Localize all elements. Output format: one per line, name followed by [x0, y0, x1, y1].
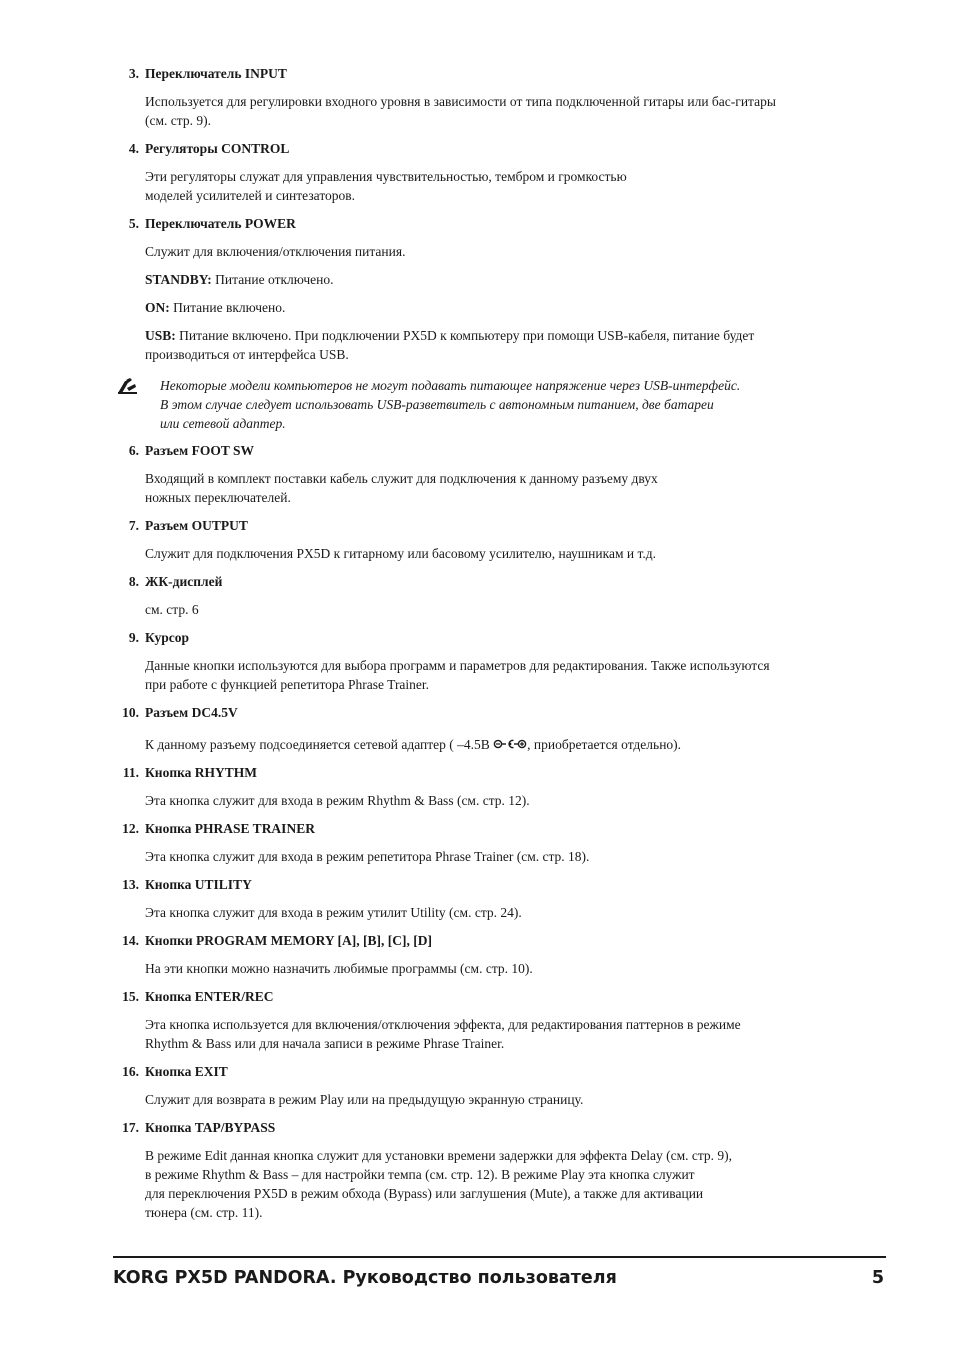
section-text: Служит для возврата в режим Play или на предыдущую экранную страницу.: [145, 1092, 584, 1107]
section-title: Регуляторы CONTROL: [145, 141, 290, 156]
text-line: Эти регуляторы служат для управления чувствительностью, тембром и громкостью: [145, 169, 627, 184]
section-text: [145, 1146, 873, 1222]
section-control-knobs: [113, 139, 873, 205]
section-program-memory: [113, 931, 873, 978]
section-tap-bypass: [113, 1118, 873, 1222]
page-content: [113, 64, 873, 1231]
section-text: [145, 656, 873, 694]
on-line: [145, 298, 873, 317]
section-heading: [113, 64, 873, 83]
text-line: Данные кнопки используются для выбора программ и параметров для редактирования. Также используются: [145, 658, 770, 673]
usb-label: USB:: [145, 328, 176, 343]
section-text: Эта кнопка служит для входа в режим утилит Utility (см. стр. 24).: [145, 905, 522, 920]
section-foot-sw: [113, 441, 873, 507]
section-heading: [113, 139, 873, 158]
section-number: 11.: [122, 765, 139, 780]
section-heading: [113, 819, 873, 838]
section-number: 5.: [128, 216, 139, 231]
text-line: в режиме Rhythm & Bass – для настройки темпа (см. стр. 12). В режиме Play эта кнопка служит: [145, 1167, 695, 1182]
text-line: при работе с функцией репетитора Phrase Trainer.: [145, 677, 430, 692]
section-heading: [113, 703, 873, 722]
section-heading: [113, 441, 873, 460]
text-line: Rhythm & Bass или для начала записи в режиме Phrase Trainer.: [145, 1036, 505, 1051]
section-heading: [113, 1062, 873, 1081]
section-number: 9.: [128, 630, 139, 645]
section-text: На эти кнопки можно назначить любимые программы (см. стр. 10).: [145, 961, 533, 976]
section-heading: [113, 214, 873, 233]
section-title: Кнопка PHRASE TRAINER: [145, 821, 315, 836]
section-heading: [113, 628, 873, 647]
section-title: Кнопка EXIT: [145, 1064, 228, 1079]
note-line: Некоторые модели компьютеров не могут подавать питающее напряжение через USB-интерфейс.: [160, 378, 741, 393]
section-title: Кнопка TAP/BYPASS: [145, 1120, 276, 1135]
section-text: Эта кнопка служит для входа в режим Rhythm & Bass (см. стр. 12).: [145, 793, 530, 808]
section-number: 14.: [122, 933, 139, 948]
section-heading: [113, 572, 873, 591]
usb-text: Питание включено. При подключении PX5D к компьютеру при помощи USB-кабеля, питание будет: [175, 328, 755, 343]
section-number: 15.: [122, 989, 139, 1004]
text-line: Используется для регулировки входного уровня в зависимости от типа подключенной гитары или бас-гитары: [145, 94, 776, 109]
section-number: 3.: [128, 66, 139, 81]
footer-title: KORG PX5D PANDORA. Руководство пользователя: [113, 1268, 617, 1288]
standby-label: STANDBY:: [145, 272, 212, 287]
usb-text-cont: производиться от интерфейса USB.: [145, 347, 349, 362]
section-text: [145, 735, 873, 754]
section-heading: [113, 763, 873, 782]
section-number: 13.: [122, 877, 139, 892]
section-title: Кнопка UTILITY: [145, 877, 252, 892]
section-text: [145, 1015, 873, 1053]
section-cursor: [113, 628, 873, 694]
section-number: 16.: [122, 1064, 139, 1079]
usb-power-note: [113, 376, 873, 433]
section-text: [145, 92, 873, 130]
footer-divider: [113, 1256, 886, 1258]
pencil-note-icon: [116, 378, 138, 394]
section-text: [145, 167, 873, 205]
section-text: см. стр. 6: [145, 602, 199, 617]
section-heading: [113, 1118, 873, 1137]
section-text: Служит для включения/отключения питания.: [145, 244, 406, 259]
note-line: В этом случае следует использовать USB-разветвитель с автономным питанием, две батареи: [160, 397, 714, 412]
text-line: моделей усилителей и синтезаторов.: [145, 188, 356, 203]
polarity-symbol-icon: [493, 738, 527, 750]
text-line: (см. стр. 9).: [145, 113, 211, 128]
section-text: Эта кнопка служит для входа в режим репетитора Phrase Trainer (см. стр. 18).: [145, 849, 590, 864]
section-lcd: [113, 572, 873, 619]
dc-text-after: , приобретается отдельно).: [527, 737, 682, 752]
section-title: Разъем OUTPUT: [145, 518, 248, 533]
section-text: [145, 469, 873, 507]
section-exit: [113, 1062, 873, 1109]
section-number: 12.: [122, 821, 139, 836]
dc-text-before: К данному разъему подсоединяется сетевой адаптер ( –4.5B: [145, 737, 494, 752]
note-line: или сетевой адаптер.: [160, 416, 286, 431]
section-title: Переключатель POWER: [145, 216, 296, 231]
section-heading: [113, 931, 873, 950]
standby-text: Питание отключено.: [211, 272, 334, 287]
section-number: 10.: [122, 705, 139, 720]
on-text: Питание включено.: [169, 300, 286, 315]
section-heading: [113, 987, 873, 1006]
usb-line: [145, 326, 873, 364]
section-enter-rec: [113, 987, 873, 1053]
section-title: Кнопка ENTER/REC: [145, 989, 274, 1004]
section-title: Разъем FOOT SW: [145, 443, 255, 458]
section-text: Служит для подключения PX5D к гитарному или басовому усилителю, наушникам и т.д.: [145, 546, 656, 561]
standby-line: [145, 270, 873, 289]
section-number: 4.: [128, 141, 139, 156]
section-number: 17.: [122, 1120, 139, 1135]
on-label: ON:: [145, 300, 170, 315]
section-number: 7.: [128, 518, 139, 533]
text-line: Эта кнопка используется для включения/отключения эффекта, для редактирования паттернов в режиме: [145, 1017, 741, 1032]
text-line: ножных переключателей.: [145, 490, 291, 505]
section-title: Курсор: [145, 630, 189, 645]
section-number: 6.: [128, 443, 139, 458]
text-line: Входящий в комплект поставки кабель служит для подключения к данному разъему двух: [145, 471, 658, 486]
section-title: Кнопка RHYTHM: [145, 765, 258, 780]
section-phrase-trainer: [113, 819, 873, 866]
text-line: для переключения PX5D в режим обхода (Bypass) или заглушения (Mute), а также для активации: [145, 1186, 704, 1201]
section-title: Переключатель INPUT: [145, 66, 287, 81]
section-utility: [113, 875, 873, 922]
text-line: тюнера (см. стр. 11).: [145, 1205, 263, 1220]
section-power-switch: [113, 214, 873, 364]
section-input-switch: [113, 64, 873, 130]
section-title: ЖК-дисплей: [145, 574, 223, 589]
section-heading: [113, 516, 873, 535]
section-heading: [113, 875, 873, 894]
section-title: Разъем DC4.5V: [145, 705, 238, 720]
section-dc-jack: [113, 703, 873, 754]
page-number: 5: [871, 1268, 884, 1288]
section-title: Кнопки PROGRAM MEMORY [A], [B], [C], [D]: [145, 933, 432, 948]
text-line: В режиме Edit данная кнопка служит для установки времени задержки для эффекта Delay (см. стр. 9),: [145, 1148, 733, 1163]
section-rhythm: [113, 763, 873, 810]
section-number: 8.: [128, 574, 139, 589]
section-output: [113, 516, 873, 563]
